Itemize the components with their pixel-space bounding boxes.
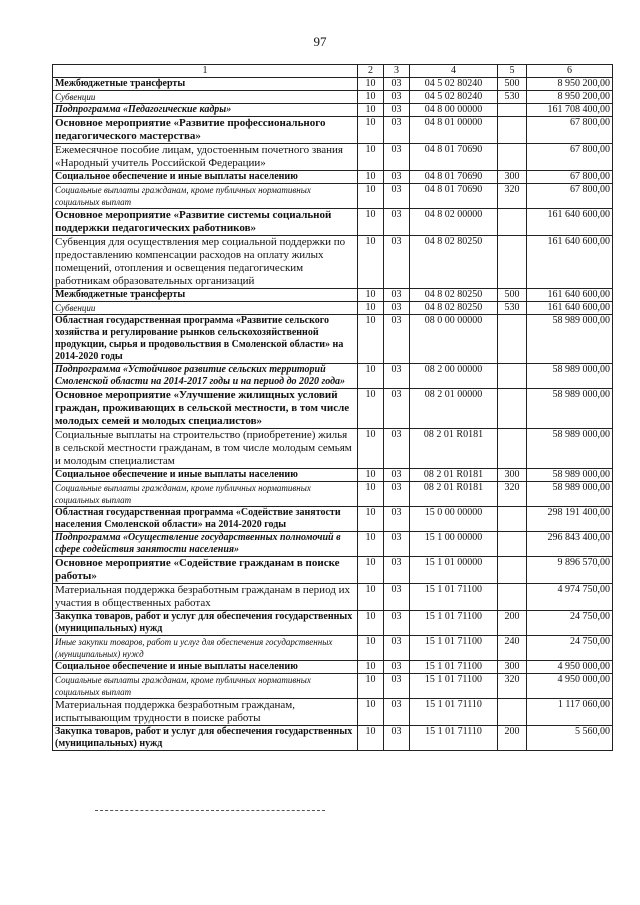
row-section: 10 (358, 661, 384, 674)
row-target-code: 08 0 00 00000 (410, 315, 498, 364)
row-expense-type: 500 (498, 289, 527, 302)
row-name: Основное мероприятие «Развитие системы социальной поддержки педагогических работников» (53, 209, 358, 236)
row-name: Субвенция для осуществления мер социальной поддержки по предоставлению компенсации расходов на оплату жилых помещений, отопления и освещения педагогическим работникам образовательных организаций (53, 236, 358, 289)
row-subsection: 03 (384, 91, 410, 104)
row-target-code: 15 1 01 00000 (410, 557, 498, 584)
row-target-code: 15 1 01 71100 (410, 584, 498, 611)
table-row (53, 584, 613, 611)
scan-artifact-line (95, 810, 325, 811)
row-amount: 1 117 060,00 (527, 699, 613, 726)
row-target-code: 15 1 01 71100 (410, 674, 498, 699)
row-name: Социальные выплаты на строительство (приобретение) жилья в сельской местности гражданам, в том числе молодым семьям и молодым специалистам (53, 429, 358, 469)
table-row (53, 315, 613, 364)
row-section: 10 (358, 389, 384, 429)
row-target-code: 15 1 01 71110 (410, 699, 498, 726)
table-row (53, 364, 613, 389)
row-name: Областная государственная программа «Содействие занятости населения Смоленской области» на 2014-2020 годы (53, 507, 358, 532)
row-target-code: 15 1 01 71100 (410, 611, 498, 636)
row-section: 10 (358, 144, 384, 171)
row-expense-type (498, 584, 527, 611)
row-target-code: 15 1 01 71100 (410, 661, 498, 674)
row-expense-type (498, 699, 527, 726)
row-subsection: 03 (384, 507, 410, 532)
row-subsection: 03 (384, 636, 410, 661)
row-name: Областная государственная программа «Развитие сельского хозяйства и регулирование рынков сельскохозяйственной продукции, сырья и продовольствия в Смоленской области» на 2014-2020 годы (53, 315, 358, 364)
row-amount: 67 800,00 (527, 171, 613, 184)
row-target-code: 04 8 02 80250 (410, 289, 498, 302)
row-amount: 8 950 200,00 (527, 91, 613, 104)
row-section: 10 (358, 469, 384, 482)
row-subsection: 03 (384, 661, 410, 674)
row-target-code: 04 8 01 70690 (410, 184, 498, 209)
table-row (53, 389, 613, 429)
row-expense-type: 200 (498, 726, 527, 751)
row-subsection: 03 (384, 78, 410, 91)
row-name: Субвенции (53, 91, 358, 104)
row-subsection: 03 (384, 482, 410, 507)
row-target-code: 04 8 02 00000 (410, 209, 498, 236)
row-target-code: 15 1 00 00000 (410, 532, 498, 557)
row-section: 10 (358, 209, 384, 236)
row-section: 10 (358, 184, 384, 209)
row-amount: 298 191 400,00 (527, 507, 613, 532)
row-section: 10 (358, 315, 384, 364)
column-header-target-code: 4 (410, 65, 498, 78)
row-target-code: 04 5 02 80240 (410, 91, 498, 104)
row-amount: 24 750,00 (527, 611, 613, 636)
row-section: 10 (358, 507, 384, 532)
row-amount: 296 843 400,00 (527, 532, 613, 557)
row-name: Социальные выплаты гражданам, кроме публичных нормативных социальных выплат (53, 184, 358, 209)
row-subsection: 03 (384, 726, 410, 751)
row-expense-type (498, 315, 527, 364)
column-header-expense-type: 5 (498, 65, 527, 78)
table-row (53, 78, 613, 91)
row-target-code: 15 0 00 00000 (410, 507, 498, 532)
row-section: 10 (358, 584, 384, 611)
row-amount: 9 896 570,00 (527, 557, 613, 584)
row-section: 10 (358, 78, 384, 91)
row-name: Закупка товаров, работ и услуг для обеспечения государственных (муниципальных) нужд (53, 726, 358, 751)
row-target-code: 04 8 01 00000 (410, 117, 498, 144)
row-subsection: 03 (384, 315, 410, 364)
row-subsection: 03 (384, 584, 410, 611)
row-amount: 67 800,00 (527, 144, 613, 171)
row-name: Основное мероприятие «Улучшение жилищных условий граждан, проживающих в сельской местности, в том числе молодых семей и молодых специалистов» (53, 389, 358, 429)
row-name: Межбюджетные трансферты (53, 289, 358, 302)
row-name: Субвенции (53, 302, 358, 315)
row-expense-type: 300 (498, 171, 527, 184)
row-section: 10 (358, 726, 384, 751)
row-expense-type (498, 557, 527, 584)
row-amount: 58 989 000,00 (527, 315, 613, 364)
row-subsection: 03 (384, 236, 410, 289)
row-expense-type (498, 429, 527, 469)
row-expense-type: 320 (498, 482, 527, 507)
row-expense-type (498, 117, 527, 144)
row-subsection: 03 (384, 532, 410, 557)
row-expense-type: 240 (498, 636, 527, 661)
row-target-code: 08 2 01 R0181 (410, 469, 498, 482)
row-section: 10 (358, 699, 384, 726)
table-row (53, 144, 613, 171)
table-row (53, 91, 613, 104)
table-row (53, 209, 613, 236)
table-body (53, 78, 613, 751)
row-section: 10 (358, 482, 384, 507)
row-subsection: 03 (384, 289, 410, 302)
row-section: 10 (358, 302, 384, 315)
row-subsection: 03 (384, 429, 410, 469)
row-section: 10 (358, 289, 384, 302)
row-subsection: 03 (384, 674, 410, 699)
column-header-section: 2 (358, 65, 384, 78)
row-name: Подпрограмма «Осуществление государственных полномочий в сфере содействия занятости населения» (53, 532, 358, 557)
row-target-code: 15 1 01 71110 (410, 726, 498, 751)
row-amount: 58 989 000,00 (527, 389, 613, 429)
row-amount: 161 640 600,00 (527, 236, 613, 289)
table-row (53, 302, 613, 315)
row-expense-type: 300 (498, 469, 527, 482)
row-section: 10 (358, 674, 384, 699)
row-target-code: 04 8 01 70690 (410, 171, 498, 184)
table-header-row (53, 65, 613, 78)
row-target-code: 04 8 01 70690 (410, 144, 498, 171)
table-row (53, 117, 613, 144)
table-row (53, 236, 613, 289)
row-expense-type (498, 209, 527, 236)
row-expense-type: 530 (498, 302, 527, 315)
table-row (53, 557, 613, 584)
table-row (53, 469, 613, 482)
row-section: 10 (358, 429, 384, 469)
row-amount: 161 640 600,00 (527, 209, 613, 236)
row-target-code: 04 8 00 00000 (410, 104, 498, 117)
table-row (53, 611, 613, 636)
row-expense-type: 320 (498, 674, 527, 699)
column-header-amount: 6 (527, 65, 613, 78)
row-amount: 24 750,00 (527, 636, 613, 661)
row-name: Материальная поддержка безработным гражданам в период их участия в общественных работах (53, 584, 358, 611)
budget-table (52, 64, 613, 751)
row-subsection: 03 (384, 209, 410, 236)
row-subsection: 03 (384, 171, 410, 184)
table-row (53, 104, 613, 117)
row-expense-type: 320 (498, 184, 527, 209)
row-amount: 4 950 000,00 (527, 661, 613, 674)
table-row (53, 289, 613, 302)
table-row (53, 674, 613, 699)
page-number: 97 (313, 34, 327, 49)
row-subsection: 03 (384, 699, 410, 726)
row-name: Социальное обеспечение и иные выплаты населению (53, 469, 358, 482)
table-row (53, 171, 613, 184)
row-subsection: 03 (384, 117, 410, 144)
table-row (53, 429, 613, 469)
row-target-code: 04 8 02 80250 (410, 302, 498, 315)
row-expense-type (498, 144, 527, 171)
row-expense-type: 500 (498, 78, 527, 91)
row-section: 10 (358, 364, 384, 389)
row-amount: 5 560,00 (527, 726, 613, 751)
column-header-subsection: 3 (384, 65, 410, 78)
row-amount: 58 989 000,00 (527, 364, 613, 389)
row-amount: 161 708 400,00 (527, 104, 613, 117)
row-name: Иные закупки товаров, работ и услуг для обеспечения государственных (муниципальных) нужд (53, 636, 358, 661)
row-section: 10 (358, 104, 384, 117)
row-target-code: 08 2 00 00000 (410, 364, 498, 389)
row-amount: 4 950 000,00 (527, 674, 613, 699)
row-name: Закупка товаров, работ и услуг для обеспечения государственных (муниципальных) нужд (53, 611, 358, 636)
row-section: 10 (358, 117, 384, 144)
row-expense-type (498, 364, 527, 389)
row-subsection: 03 (384, 104, 410, 117)
row-subsection: 03 (384, 144, 410, 171)
row-section: 10 (358, 557, 384, 584)
row-section: 10 (358, 236, 384, 289)
row-target-code: 04 5 02 80240 (410, 78, 498, 91)
row-subsection: 03 (384, 611, 410, 636)
row-name: Социальное обеспечение и иные выплаты населению (53, 171, 358, 184)
row-expense-type: 200 (498, 611, 527, 636)
row-name: Социальные выплаты гражданам, кроме публичных нормативных социальных выплат (53, 674, 358, 699)
row-section: 10 (358, 91, 384, 104)
row-target-code: 08 2 01 00000 (410, 389, 498, 429)
row-name: Подпрограмма «Устойчивое развитие сельских территорий Смоленской области на 2014-2017 годы и на период до 2020 года» (53, 364, 358, 389)
row-name: Ежемесячное пособие лицам, удостоенным почетного звания «Народный учитель Российской Федерации» (53, 144, 358, 171)
row-section: 10 (358, 532, 384, 557)
row-expense-type: 300 (498, 661, 527, 674)
row-amount: 58 989 000,00 (527, 482, 613, 507)
row-subsection: 03 (384, 557, 410, 584)
row-subsection: 03 (384, 364, 410, 389)
table-row (53, 507, 613, 532)
row-name: Социальные выплаты гражданам, кроме публичных нормативных социальных выплат (53, 482, 358, 507)
table-row (53, 661, 613, 674)
row-amount: 4 974 750,00 (527, 584, 613, 611)
row-name: Основное мероприятие «Развитие профессионального педагогического мастерства» (53, 117, 358, 144)
table-row (53, 636, 613, 661)
table-row (53, 726, 613, 751)
row-expense-type (498, 104, 527, 117)
table-row (53, 532, 613, 557)
table-row (53, 699, 613, 726)
row-expense-type (498, 389, 527, 429)
row-amount: 8 950 200,00 (527, 78, 613, 91)
row-section: 10 (358, 171, 384, 184)
row-amount: 58 989 000,00 (527, 469, 613, 482)
row-name: Основное мероприятие «Содействие гражданам в поиске работы» (53, 557, 358, 584)
row-target-code: 08 2 01 R0181 (410, 429, 498, 469)
row-subsection: 03 (384, 302, 410, 315)
row-amount: 58 989 000,00 (527, 429, 613, 469)
row-amount: 161 640 600,00 (527, 302, 613, 315)
row-target-code: 15 1 01 71100 (410, 636, 498, 661)
row-expense-type (498, 236, 527, 289)
row-name: Подпрограмма «Педагогические кадры» (53, 104, 358, 117)
row-subsection: 03 (384, 469, 410, 482)
row-expense-type (498, 532, 527, 557)
row-name: Социальное обеспечение и иные выплаты населению (53, 661, 358, 674)
row-subsection: 03 (384, 389, 410, 429)
row-name: Межбюджетные трансферты (53, 78, 358, 91)
row-section: 10 (358, 636, 384, 661)
row-subsection: 03 (384, 184, 410, 209)
row-target-code: 04 8 02 80250 (410, 236, 498, 289)
row-target-code: 08 2 01 R0181 (410, 482, 498, 507)
row-expense-type: 530 (498, 91, 527, 104)
row-amount: 161 640 600,00 (527, 289, 613, 302)
row-name: Материальная поддержка безработным гражданам, испытывающим трудности в поиске работы (53, 699, 358, 726)
row-expense-type (498, 507, 527, 532)
column-header-name: 1 (53, 65, 358, 78)
row-amount: 67 800,00 (527, 117, 613, 144)
row-section: 10 (358, 611, 384, 636)
table-row (53, 184, 613, 209)
table-row (53, 482, 613, 507)
row-amount: 67 800,00 (527, 184, 613, 209)
